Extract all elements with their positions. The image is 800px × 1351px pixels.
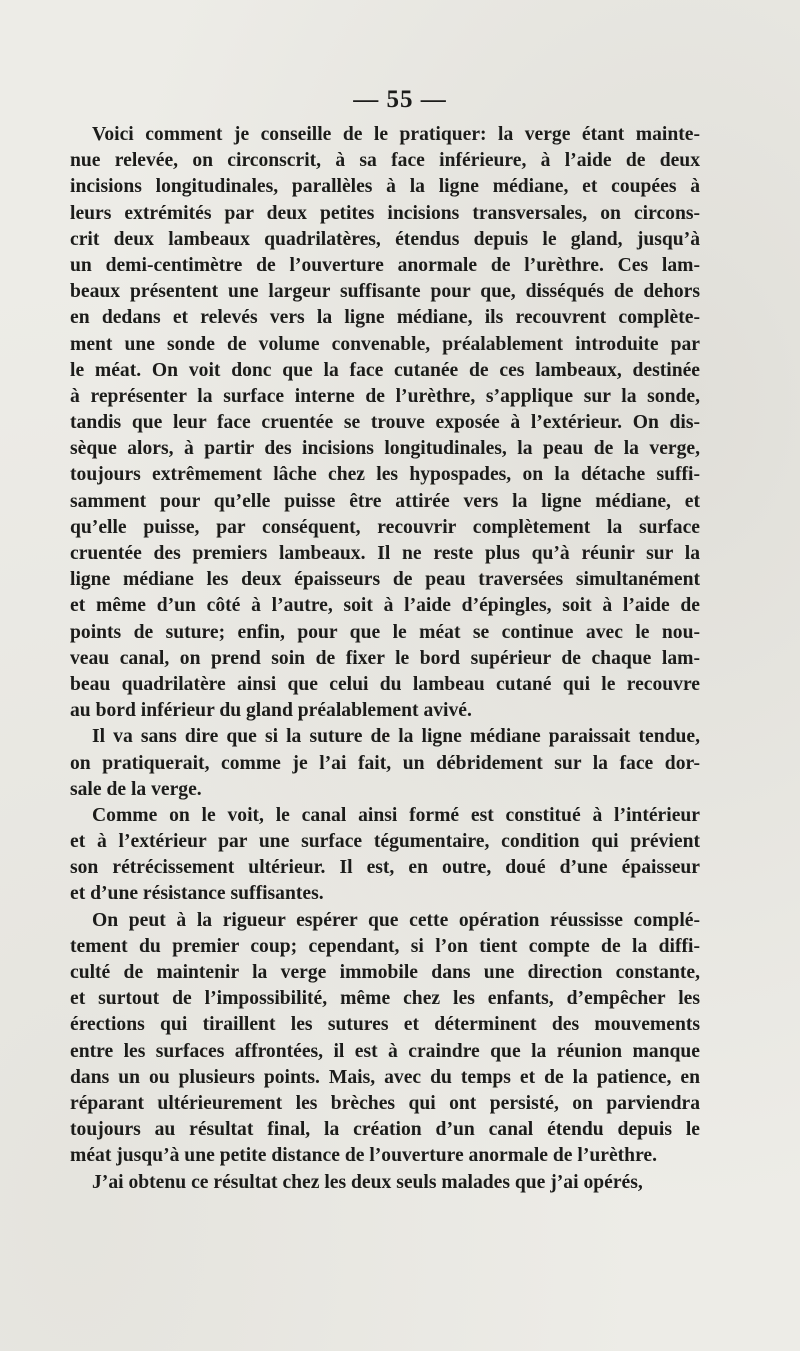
text-line: Voici comment je conseille de le pratiquer: la verge étant mainte-: [92, 124, 700, 145]
text-line: on pratiquerait, comme je l’ai fait, un débridement sur la face dor-: [70, 752, 700, 774]
text-line: samment pour qu’elle puisse être attirée vers la ligne médiane, et: [70, 490, 700, 512]
text-line: tement du premier coup; cependant, si l’on tient compte de la diffi-: [70, 935, 700, 957]
text-line: et même d’un côté à l’autre, soit à l’aide d’épingles, soit à l’aide de: [70, 595, 700, 617]
text-line: sale de la verge.: [70, 778, 202, 800]
text-line: réparant ultérieurement les brèches qui ont persisté, on parviendra: [70, 1092, 700, 1114]
text-line: On peut à la rigueur espérer que cette opération réussisse complé-: [92, 909, 700, 931]
text-line: qu’elle puisse, par conséquent, recouvrir complètement la surface: [70, 516, 700, 538]
text-line: J’ai obtenu ce résultat chez les deux seuls malades que j’ai opérés,: [92, 1171, 643, 1193]
paragraph: [70, 724, 700, 803]
text-line: méat jusqu’à une petite distance de l’ouverture anormale de l’urèthre.: [70, 1145, 658, 1167]
text-line: Comme on le voit, le canal ainsi formé est constitué à l’intérieur: [92, 804, 700, 826]
text-line: et à l’extérieur par une surface tégumentaire, condition qui prévient: [70, 831, 700, 853]
text-line: toujours au résultat final, la création d’un canal étendu depuis le: [70, 1119, 700, 1141]
text-line: en dedans et relevés vers la ligne médiane, ils recouvrent complète-: [70, 307, 700, 329]
text-line: érections qui tiraillent les sutures et déterminent des mouvements: [70, 1014, 700, 1036]
paragraph: [70, 122, 700, 724]
text-line: beaux présentent une largeur suffisante pour que, disséqués de dehors: [70, 281, 700, 303]
text-line: ment une sonde de volume convenable, préalablement introduite par: [70, 333, 700, 355]
text-line: beau quadrilatère ainsi que celui du lambeau cutané qui le recouvre: [70, 673, 700, 695]
text-line: et surtout de l’impossibilité, même chez les enfants, d’empêcher les: [70, 988, 700, 1010]
text-line: cruentée des premiers lambeaux. Il ne reste plus qu’à réunir sur la: [70, 543, 700, 564]
text-line: le méat. On voit donc que la face cutanée de ces lambeaux, destinée: [70, 359, 700, 381]
text-line: ligne médiane les deux épaisseurs de peau traversées simultanément: [70, 569, 700, 591]
text-line: à représenter la surface interne de l’urèthre, s’applique sur la sonde,: [70, 385, 700, 407]
text-line: dans un ou plusieurs points. Mais, avec du temps et de la patience, en: [70, 1066, 700, 1088]
text-line: nue relevée, on circonscrit, à sa face inférieure, à l’aide de deux: [70, 150, 700, 172]
text-line: un demi-centimètre de l’ouverture anormale de l’urèthre. Ces lam-: [70, 254, 700, 276]
text-line: crit deux lambeaux quadrilatères, étendus depuis le gland, jusqu’à: [70, 228, 700, 250]
text-line: leurs extrémités par deux petites incisions transversales, on circons-: [70, 202, 700, 224]
paragraph: [70, 803, 700, 908]
text-line: veau canal, on prend soin de fixer le bord supérieur de chaque lam-: [70, 647, 700, 669]
paragraph: [70, 1170, 700, 1196]
text-line: toujours extrêmement lâche chez les hypospades, on la détache suffi-: [70, 464, 700, 486]
text-line: son rétrécissement ultérieur. Il est, en outre, doué d’une épaisseur: [70, 857, 700, 879]
text-line: Il va sans dire que si la suture de la ligne médiane paraissait tendue,: [92, 726, 700, 748]
text-line: au bord inférieur du gland préalablement avivé.: [70, 700, 472, 722]
text-line: points de suture; enfin, pour que le méat se continue avec le nou-: [70, 621, 700, 643]
page-number: — 55 —: [353, 86, 447, 113]
text-line: tandis que leur face cruentée se trouve exposée à l’extérieur. On dis-: [70, 412, 700, 434]
paragraph: [70, 908, 700, 1170]
text-line: entre les surfaces affrontées, il est à craindre que la réunion manque: [70, 1040, 700, 1062]
text-line: et d’une résistance suffisantes.: [70, 883, 324, 905]
body-text: [70, 122, 700, 1196]
text-line: incisions longitudinales, parallèles à la ligne médiane, et coupées à: [70, 176, 700, 198]
text-line: sèque alors, à partir des incisions longitudinales, la peau de la verge,: [70, 438, 700, 460]
text-line: culté de maintenir la verge immobile dans une direction constante,: [70, 962, 700, 983]
